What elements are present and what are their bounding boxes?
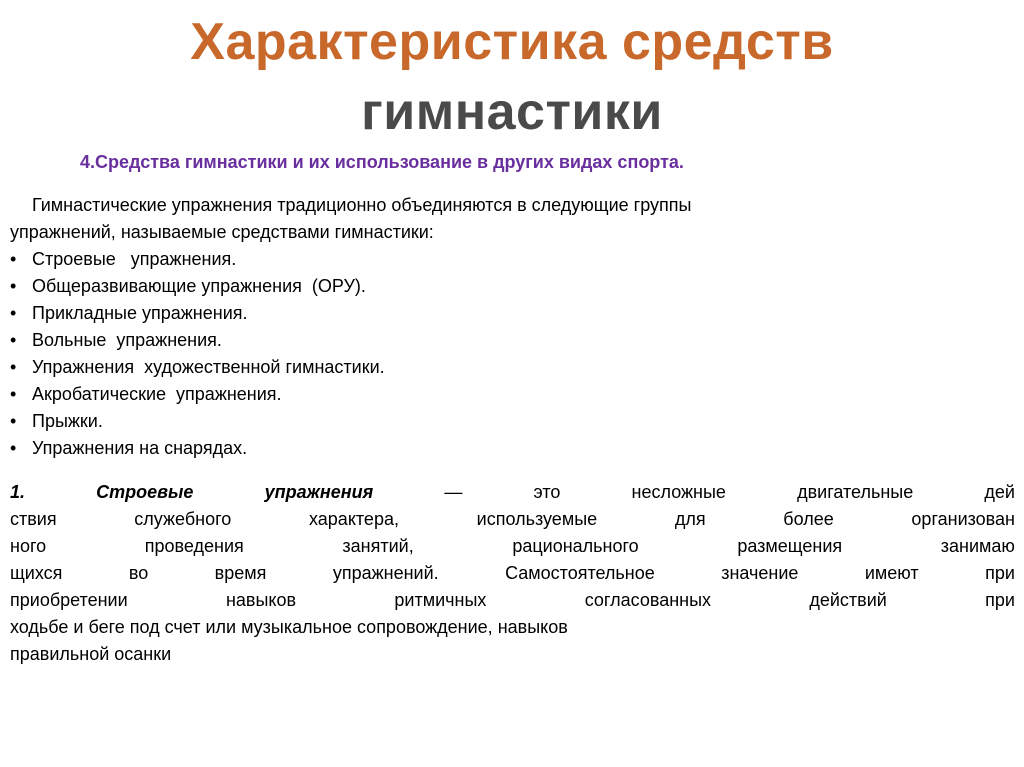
paragraph-word: размещения (737, 536, 843, 556)
paragraph-word: дей (984, 482, 1015, 502)
paragraph-word: двигательные (797, 482, 914, 502)
paragraph-word: навыков (225, 590, 297, 610)
bullet-symbol: • (10, 357, 17, 377)
list-item (10, 273, 385, 300)
paragraph-word: занимаю (940, 536, 1015, 556)
list-item-text: Общеразвивающие упражнения (ОРУ). (32, 276, 366, 296)
slide-title-line1: Характеристика средств (190, 13, 834, 71)
intro-line-1: Гимнастические упражнения традиционно объединяются в следующие группы (32, 195, 692, 215)
list-item (10, 381, 385, 408)
bullet-symbol: • (10, 249, 17, 269)
paragraph-word: организован (911, 509, 1015, 529)
list-item (10, 300, 385, 327)
paragraph-word: упражнений. (332, 563, 439, 583)
groups-list (10, 246, 385, 462)
paragraph-word: для (674, 509, 706, 529)
bullet-symbol: • (10, 438, 17, 458)
paragraph-word: щихся (10, 563, 63, 583)
paragraph-word: Самостоятельное (505, 563, 655, 583)
slide-subtitle: 4.Средства гимнастики и их использование в других видах спорта. (80, 152, 684, 172)
paragraph-word: время (214, 563, 267, 583)
paragraph-word: — (444, 482, 463, 502)
list-item (10, 435, 385, 462)
paragraph-word: используемые (476, 509, 598, 529)
list-item-text: Прикладные упражнения. (32, 303, 248, 323)
paragraph-word: ного (10, 536, 47, 556)
paragraph-word: рационального (512, 536, 639, 556)
intro-text (10, 192, 1015, 246)
paragraph-word: это (533, 482, 561, 502)
paragraph-word: Строевые (96, 482, 194, 502)
bullet-symbol: • (10, 384, 17, 404)
paragraph-word: характера, (308, 509, 399, 529)
paragraph-word: ствия (10, 509, 57, 529)
paragraph-line-1 (10, 479, 1015, 506)
paragraph-word: несложные (631, 482, 726, 502)
bullet-symbol: • (10, 330, 17, 350)
drill-exercises-paragraph (10, 479, 1015, 668)
paragraph-word: во (128, 563, 149, 583)
paragraph-word: занятий, (342, 536, 414, 556)
bullet-symbol: • (10, 411, 17, 431)
paragraph-word: приобретении (10, 590, 128, 610)
paragraph-word: служебного (134, 509, 232, 529)
paragraph-word: упражнения (264, 482, 374, 502)
slide-title-line2: гимнастики (361, 83, 663, 141)
list-item-text: Строевые упражнения. (32, 249, 237, 269)
intro-line-2: упражнений, называемые средствами гимнастики: (10, 222, 434, 242)
list-item-text: Акробатические упражнения. (32, 384, 282, 404)
list-item (10, 354, 385, 381)
list-item-text: Прыжки. (32, 411, 103, 431)
list-item (10, 408, 385, 435)
paragraph-word: имеют (864, 563, 919, 583)
list-item (10, 246, 385, 273)
bullet-symbol: • (10, 303, 17, 323)
paragraph-line-7: правильной осанки (10, 644, 172, 664)
paragraph-line-2 (10, 506, 1015, 533)
paragraph-line-4 (10, 560, 1015, 587)
paragraph-line-6: ходьбе и беге под счет или музыкальное сопровождение, навыков (10, 617, 568, 637)
paragraph-line-5 (10, 587, 1015, 614)
paragraph-word: проведения (144, 536, 244, 556)
paragraph-word: действий (809, 590, 887, 610)
paragraph-word: ритмичных (394, 590, 487, 610)
list-item (10, 327, 385, 354)
paragraph-word: согласованных (584, 590, 712, 610)
list-item-text: Упражнения художественной гимнастики. (32, 357, 385, 377)
list-item-text: Вольные упражнения. (32, 330, 222, 350)
paragraph-word: при (985, 590, 1015, 610)
list-item-text: Упражнения на снарядах. (32, 438, 248, 458)
paragraph-line-3 (10, 533, 1015, 560)
bullet-symbol: • (10, 276, 17, 296)
paragraph-word: значение (721, 563, 799, 583)
paragraph-word: 1. (10, 482, 26, 502)
paragraph-word: при (985, 563, 1015, 583)
paragraph-word: более (783, 509, 834, 529)
